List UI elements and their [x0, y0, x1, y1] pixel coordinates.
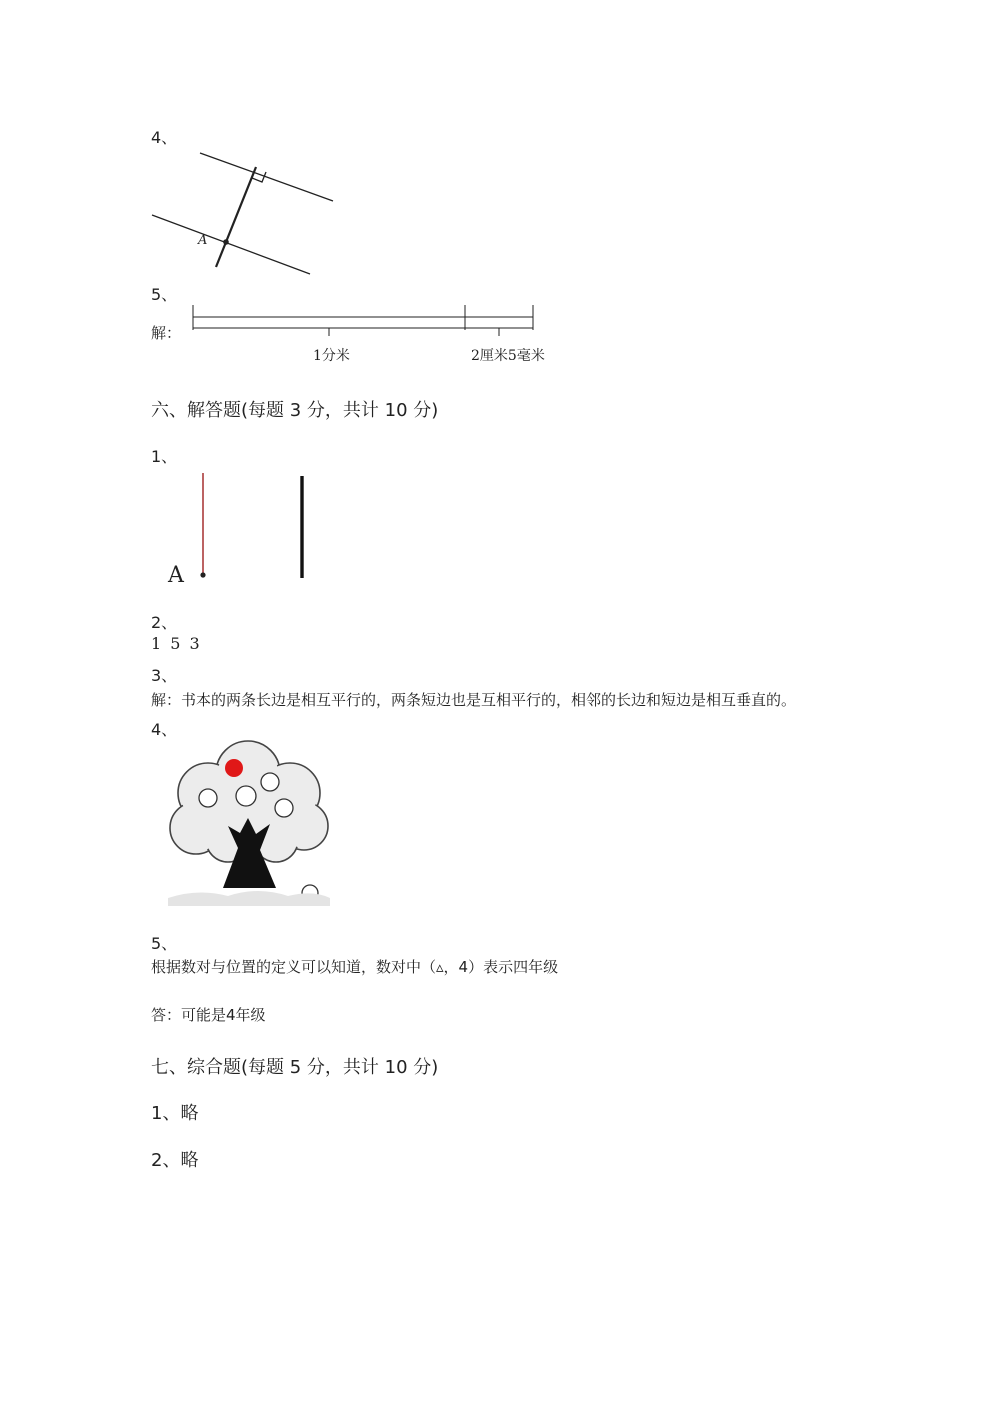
s6-item-3-label: 3、 [151, 666, 178, 685]
s6-item-1-label: 1、 [151, 447, 178, 466]
perpendicular-drawing-figure [165, 470, 315, 590]
s6-item-5-label: 5、 [151, 934, 178, 953]
point-a-label: A [198, 233, 208, 248]
apple-tree-image [168, 738, 330, 906]
section-6-heading: 六、解答题(每题 3 分，共计 10 分) [151, 400, 439, 421]
segment-bracket-figure [185, 300, 545, 345]
s6-item-3-answer: 解：书本的两条长边是相互平行的，两条短边也是互相平行的，相邻的长边和短边是相互垂直的。 [151, 691, 797, 709]
section-7-heading: 七、综合题(每题 5 分，共计 10 分) [151, 1057, 439, 1078]
point-a-label-2: A [168, 563, 184, 588]
s7-item-2: 2、略 [151, 1150, 199, 1171]
s6-item-5-text: 根据数对与位置的定义可以知道，数对中（▵，4）表示四年级 [151, 958, 559, 976]
segment-25mm-label: 2厘米5毫米 [471, 348, 545, 364]
s6-item-5-answer: 答：可能是4年级 [151, 1006, 266, 1024]
segment-1dm-label: 1分米 [313, 348, 350, 364]
parallel-lines-figure [140, 145, 350, 285]
solution-prefix: 解： [151, 324, 182, 342]
s7-item-1: 1、略 [151, 1103, 199, 1124]
s6-item-4-label: 4、 [151, 720, 178, 739]
item-4-label: 4、 [151, 128, 178, 147]
item-5-label: 5、 [151, 285, 178, 304]
s6-item-2-answer: 1 5 3 [151, 634, 202, 653]
s6-item-2-label: 2、 [151, 613, 178, 632]
